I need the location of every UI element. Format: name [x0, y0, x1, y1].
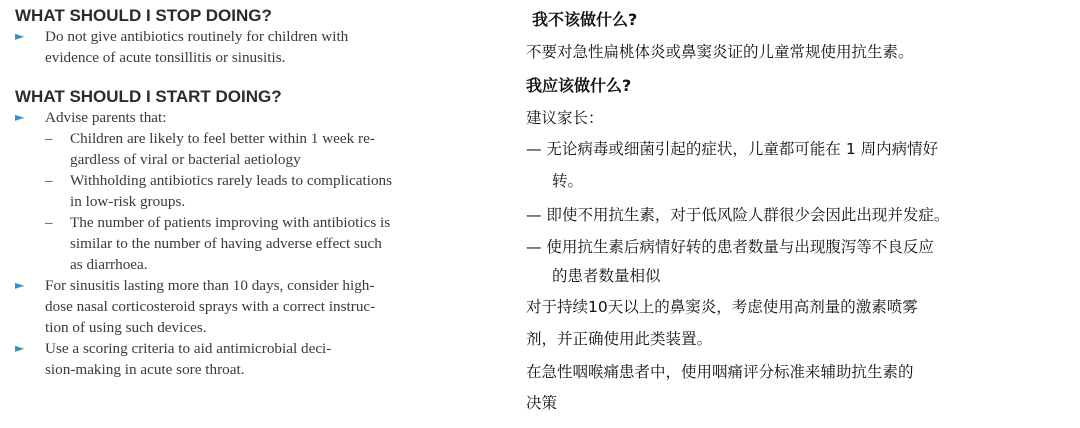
stop-heading: WHAT SHOULD I STOP DOING?	[15, 6, 272, 25]
start-heading: WHAT SHOULD I START DOING?	[15, 87, 282, 106]
cn-line: 的患者数量相似	[552, 267, 661, 285]
cn-stop-heading: 我不该做什么?	[532, 10, 638, 29]
sub-item-withholding: – Withholding antibiotics rarely leads to complications in low-risk groups.	[45, 172, 393, 210]
cn-line: — 无论病毒或细菌引起的症状，儿童都可能在 1 周内病情好	[526, 140, 939, 158]
cn-line: 决策	[526, 394, 558, 412]
english-column	[15, 6, 470, 380]
arrow-bullet-icon: ►	[15, 110, 25, 124]
sub-item-feel-better: – Children are likely to feel better within 1 week re- gardless of viral or bacterial aetiology	[45, 130, 375, 168]
cn-line: 不要对急性扁桃体炎或鼻窦炎证的儿童常规使用抗生素。	[526, 43, 914, 61]
sub-item-adverse-effect: – The number of patients improving with antibiotics is similar to the number of having adverse effect such as diarrhoea.	[45, 214, 391, 273]
arrow-bullet-icon: ►	[15, 278, 25, 292]
cn-line: 转。	[552, 172, 584, 190]
sinusitis-bullet: ► For sinusitis lasting more than 10 days, consider high- dose nasal corticosteroid sprays with a correct instruc- tion of using such devices.	[15, 277, 376, 336]
arrow-bullet-icon: ►	[15, 341, 25, 355]
cn-line: 剂，并正确使用此类装置。	[526, 330, 713, 348]
arrow-bullet-icon: ►	[15, 29, 25, 43]
cn-line: 对于持续10天以上的鼻窦炎，考虑使用高剂量的激素喷雾	[526, 298, 918, 316]
cn-line: 在急性咽喉痛患者中，使用咽痛评分标准来辅助抗生素的	[526, 363, 914, 381]
cn-start-heading: 我应该做什么?	[526, 76, 632, 95]
cn-line: — 即使不用抗生素，对于低风险人群很少会因此出现并发症。	[526, 206, 950, 224]
cn-line: — 使用抗生素后病情好转的患者数量与出现腹泻等不良反应	[526, 238, 934, 256]
advise-bullet: ► Advise parents that:	[15, 109, 167, 126]
scoring-bullet: ► Use a scoring criteria to aid antimicrobial deci- sion-making in acute sore throat.	[15, 340, 332, 378]
stop-bullet: ► Do not give antibiotics routinely for children with evidence of acute tonsillitis or sinusitis.	[15, 28, 349, 66]
cn-line: 建议家长：	[526, 109, 604, 127]
